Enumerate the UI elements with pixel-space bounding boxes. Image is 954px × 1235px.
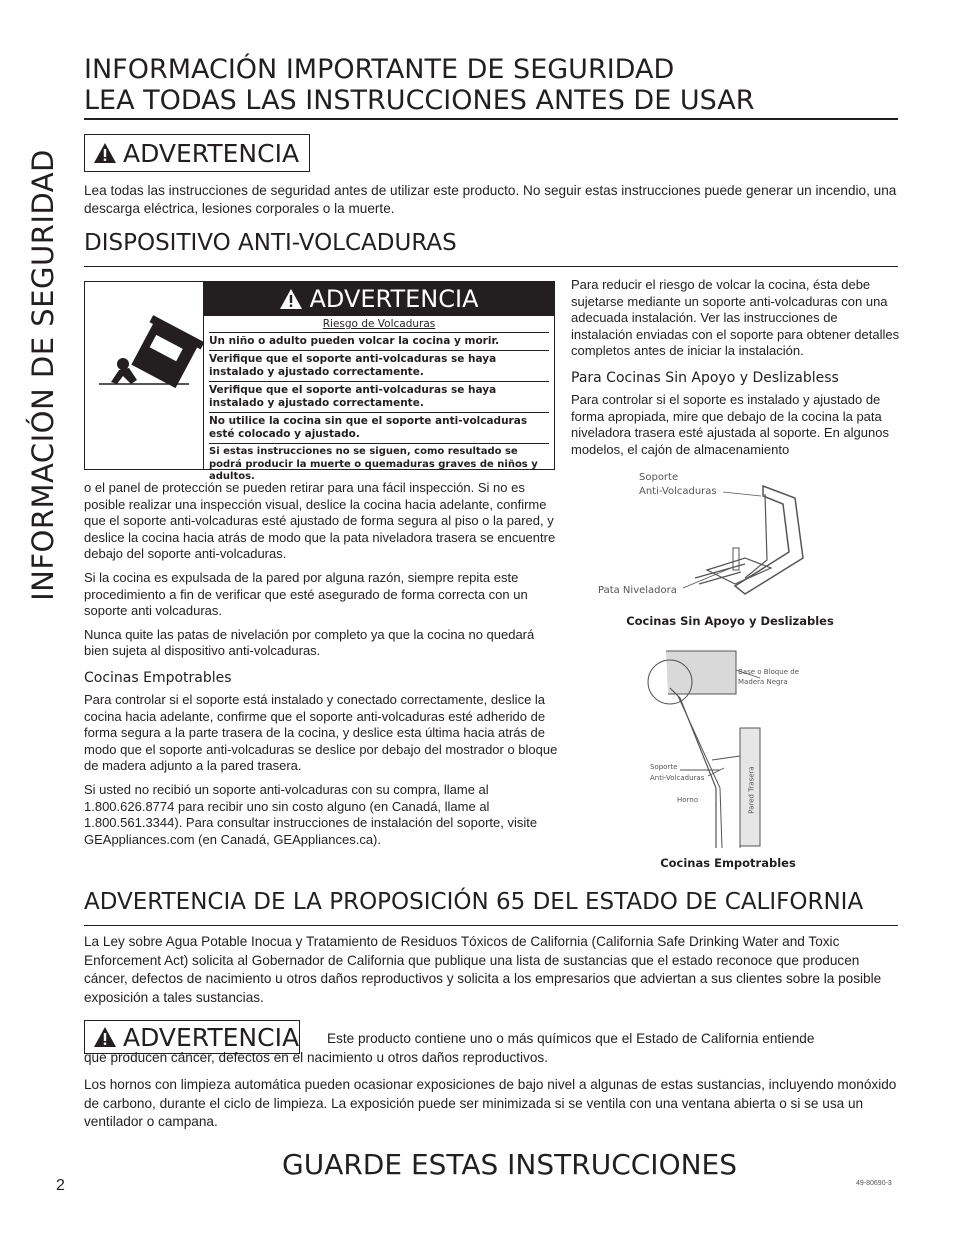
warning-line-4: No utilice la cocina sin que el soporte anti-volcaduras esté colocado y ajustado. (209, 415, 528, 440)
leveling-legs-paragraph: Nunca quite las patas de nivelación por completo ya que la cocina no quedará bien sujeta al dispositivo anti-volcaduras. (84, 626, 535, 659)
page-number: 2 (56, 1177, 65, 1194)
tip-over-hazard-icon (85, 282, 203, 469)
left-column (84, 480, 562, 848)
label-bracket-1: Soporte (639, 472, 679, 483)
prop65-paragraph-1: La Ley sobre Agua Potable Inocua y Tratamiento de Residuos Tóxicos de California (California Safe Drinking Water and Toxic Enforcement Act) solicita al Gobernador de California que publique una lista de sustancias que el estado reconoce que producen cáncer, defectos de nacimiento u otros daños reproductivos y solicita a los empresarios que adviertan a sus clientes sobre la posible exposición a tales sustancias. (84, 934, 882, 1005)
label-leveling-leg: Pata Niveladora (598, 585, 677, 596)
label-bracket-2: Anti-Volcaduras (639, 486, 717, 497)
intro-paragraph: Lea todas las instrucciones de seguridad antes de utilizar este producto. No seguir estas instrucciones puede generar un incendio, una descarga eléctrica, lesiones corporales o la muerte. (84, 183, 897, 216)
warning-line-2: Verifique que el soporte anti-volcaduras se haya instalado y ajustado correctamente. (209, 353, 497, 378)
prop65-paragraph-2: Los hornos con limpieza automática pueden ocasionar exposiciones de bajo nivel a algunas de estas sustancias, incluyendo monóxido de carbono, durante el ciclo de limpieza. La exposición puede ser minimizada si se ventila con una ventana abierta o si se usa un ventilador o campana. (84, 1077, 897, 1129)
document-code: 49-80690-3 (856, 1180, 892, 1187)
warning-line-5: Si estas instrucciones no se siguen, como resultado se podrá producir la muerte o quemaduras graves de niños y adultos. (209, 446, 538, 482)
hazard-title: Riesgo de Volcaduras (322, 318, 436, 330)
tip-over-illustration (85, 282, 204, 469)
warning-triangle-icon (93, 142, 117, 164)
label-bracket-2: Anti-Volcaduras (650, 774, 705, 782)
warning-banner (203, 282, 555, 316)
inspection-paragraph: o el panel de protección se pueden retirar para una fácil inspección. Si no es posible realizar una inspección visual, deslice la cocina hacia adelante, confirme que el soporte anti-volcaduras esté ajustado de forma segura al piso o la pared, y deslice la cocina hacia atrás de modo que la pata niveladora trasera se encuentre debajo del soporte anti-volcaduras. (84, 480, 556, 562)
label-oven: Horno (677, 796, 699, 804)
warning-label-prop65 (84, 1020, 300, 1054)
warning-word: ADVERTENCIA (123, 1022, 300, 1052)
title-rule (84, 118, 898, 120)
save-instructions-title: GUARDE ESTAS INSTRUCCIONES (282, 1148, 738, 1181)
label-bracket-1: Soporte (650, 763, 678, 771)
right-column (571, 277, 901, 458)
contact-paragraph: Si usted no recibió un soporte anti-volcaduras con su compra, llame al 1.800.626.8774 para recibir uno sin costo alguno (en Canadá, llame al 1.800.561.3344). Para consultar instrucciones de instalación del soporte, visite GEAppliances.com (en Canadá, GEAppliances.ca). (84, 781, 538, 847)
figure-caption-freestanding: Cocinas Sin Apoyo y Deslizables (626, 614, 834, 628)
title-line-1: INFORMACIÓN IMPORTANTE DE SEGURIDAD (84, 54, 675, 85)
sidebar-section-title (18, 50, 68, 700)
prop65-warning-line-2: que producen cáncer, defectos en el nacimiento u otros daños reproductivos. (84, 1050, 548, 1065)
warning-line-3: Verifique que el soporte anti-volcaduras se haya instalado y ajustado correctamente. (209, 384, 497, 409)
warning-triangle-icon (279, 288, 303, 310)
prop65-rule (84, 925, 898, 926)
section-title-prop65: ADVERTENCIA DE LA PROPOSICIÓN 65 DEL ESTADO DE CALIFORNIA (84, 889, 864, 915)
label-back-wall: Pared Trasera (747, 766, 756, 814)
warning-word: ADVERTENCIA (309, 285, 479, 313)
built-in-bracket-diagram (620, 648, 830, 848)
warning-line-1: Un niño o adulto pueden volcar la cocina y morir. (209, 335, 500, 347)
title-line-2: LEA TODAS LAS INSTRUCCIONES ANTES DE USAR (84, 85, 755, 116)
figure-built-in (620, 648, 830, 873)
figure-freestanding (595, 468, 865, 633)
figure-caption-built-in: Cocinas Empotrables (660, 856, 796, 870)
repeat-procedure-paragraph: Si la cocina es expulsada de la pared por alguna razón, siempre repita este procedimiento a fin de verificar que esté asegurado de forma correcta con un soporte anti volcaduras. (84, 569, 528, 619)
sidebar-title-text: INFORMACIÓN DE SEGURIDAD (26, 149, 60, 601)
warning-label (84, 134, 310, 172)
page-title (84, 54, 904, 116)
built-in-subtitle: Cocinas Empotrables (84, 669, 232, 686)
freestanding-subtitle: Para Cocinas Sin Apoyo y Deslizabless (571, 369, 839, 386)
label-base-2: Madera Negra (738, 678, 788, 686)
warning-panel (203, 282, 555, 482)
warning-triangle-icon (93, 1026, 117, 1048)
section-title-anti-tip: DISPOSITIVO ANTI-VOLCADURAS (84, 230, 457, 256)
freestanding-paragraph: Para controlar si el soporte es instalado y ajustado de forma apropiada, mire que debajo de la cocina la pata niveladora trasera esté ajustada al soporte. En algunos modelos, el cajón de almacenamiento (571, 391, 889, 457)
label-base-1: Base o Bloque de (738, 668, 799, 676)
built-in-paragraph: Para controlar si el soporte está instalado y conectado correctamente, deslice la cocina hacia adelante, confirme que el soporte anti-volcaduras esté adherido de forma segura a la parte trasera de la cocina, y deslice esta última hacia atrás de modo que el soporte anti-volcaduras se deslice por debajo del mostrador o bloque de madera adjunto a la pared trasera. (84, 691, 558, 774)
prop65-warning-line-1: Este producto contiene uno o más químicos que el Estado de California entiende (327, 1031, 815, 1046)
section-rule (84, 266, 898, 267)
anti-tip-intro-paragraph: Para reducir el riesgo de volcar la cocina, ésta debe sujetarse mediante un soporte anti-volcaduras con una adecuada instalación. Ver las instrucciones de instalación enviadas con el soporte para obtener detalles completos antes de iniciar la instalación. (571, 277, 900, 359)
warning-word: ADVERTENCIA (123, 138, 300, 168)
tip-over-warning-box (84, 281, 555, 482)
